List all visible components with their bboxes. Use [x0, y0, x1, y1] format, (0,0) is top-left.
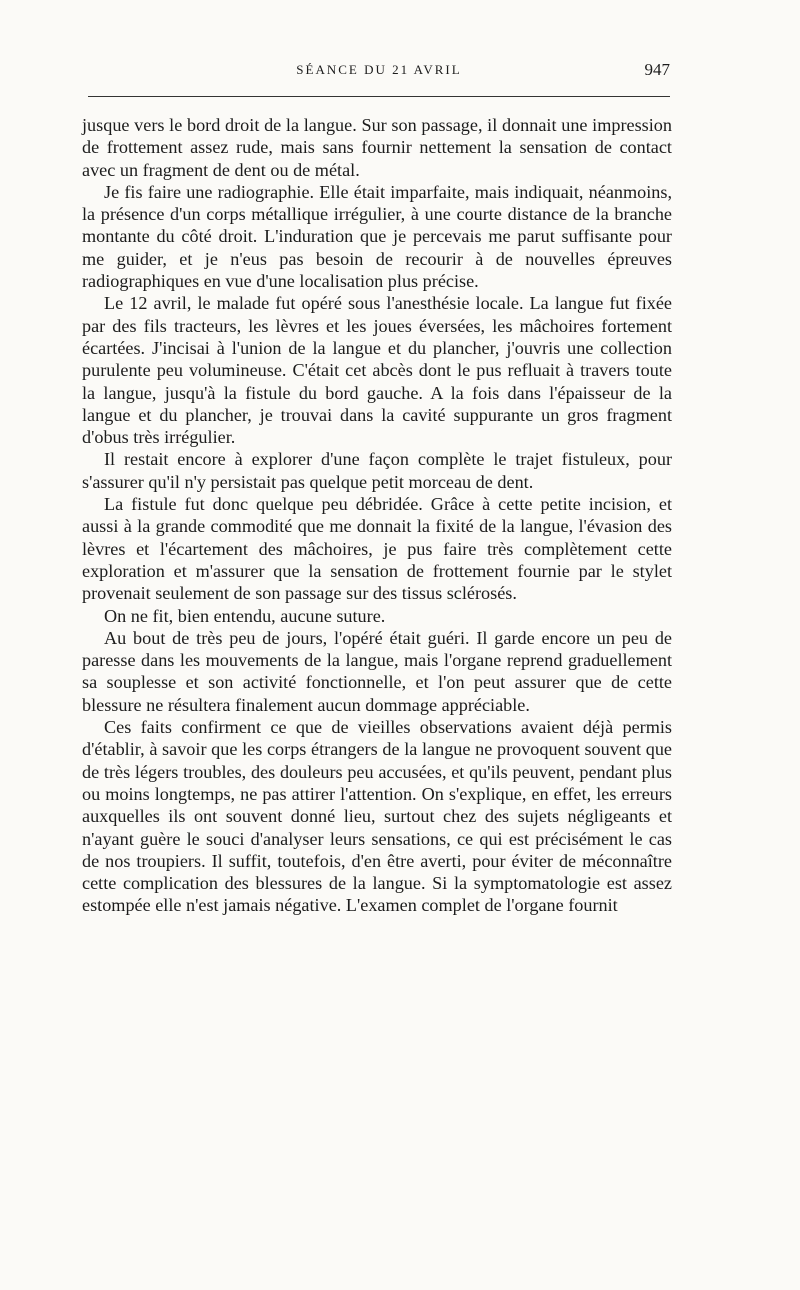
- paragraph-5: La fistule fut donc quelque peu débridée. Grâce à cette petite incision, et aussi à la grande commodité que me donnait la fixité de la langue, l'évasion des lèvres et l'écartement des mâchoires, je pus faire très complètement cette exploration et m'assurer que la sensation de frottement fournie par le stylet provenait seulement de son passage sur des tissus sclérosés.: [82, 494, 672, 604]
- page-number: 947: [644, 60, 670, 79]
- paragraph-4: Il restait encore à explorer d'une façon complète le trajet fistuleux, pour s'assurer qu'il n'y persistait pas quelque petit morceau de dent.: [82, 449, 672, 492]
- paragraph-7: Au bout de très peu de jours, l'opéré était guéri. Il garde encore un peu de paresse dans les mouvements de la langue, mais l'organe reprend graduellement sa souplesse et son activité fonctionnelle, et l'on peut assurer que de cette blessure ne résultera finalement aucun dommage appréciable.: [82, 627, 672, 715]
- paragraph-1: jusque vers le bord droit de la langue. Sur son passage, il donnait une impression de frottement assez rude, mais sans fournir nettement la sensation de contact avec un fragment de dent ou de métal.: [82, 115, 672, 180]
- running-title: SÉANCE DU 21 AVRIL: [296, 62, 462, 77]
- body-text: [82, 114, 672, 917]
- header-rule: [88, 96, 670, 97]
- paragraph-8: Ces faits confirment ce que de vieilles observations avaient déjà permis d'établir, à savoir que les corps étrangers de la langue ne provoquent souvent que de très légers troubles, des douleurs peu accusées, et qu'ils peuvent, pendant plus ou moins longtemps, ne pas attirer l'attention. On s'explique, en effet, les erreurs auxquelles ils ont souvent donné lieu, surtout chez des sujets négligeants et n'ayant guère le souci d'analyser leurs sensations, ce qui est précisément le cas de nos troupiers. Il suffit, toutefois, d'en être averti, pour éviter de méconnaître cette complication des blessures de la langue. Si la symptomatologie est assez estompée elle n'est jamais négative. L'examen complet de l'organe fournit: [82, 717, 672, 916]
- page-header: [88, 58, 670, 86]
- paragraph-2: Je fis faire une radiographie. Elle était imparfaite, mais indiquait, néanmoins, la présence d'un corps métallique irrégulier, à une courte distance de la branche montante du côté droit. L'induration que je percevais me parut suffisante pour me guider, et je n'eus pas besoin de recourir à de nouvelles épreuves radiographiques en vue d'une localisation plus précise.: [82, 181, 672, 292]
- paragraph-3: Le 12 avril, le malade fut opéré sous l'anesthésie locale. La langue fut fixée par des fils tracteurs, les lèvres et les joues éversées, les mâchoires fortement écartées. J'incisai à l'union de la langue et du plancher, j'ouvris une collection purulente peu volumineuse. C'était cet abcès dont le pus refluait à travers toute la langue, jusqu'à la fistule du bord gauche. A la fois dans l'épaisseur de la langue et du plancher, je trouvai dans la cavité suppurante un gros fragment d'obus très irrégulier.: [82, 293, 672, 448]
- paragraph-6: On ne fit, bien entendu, aucune suture.: [104, 605, 386, 626]
